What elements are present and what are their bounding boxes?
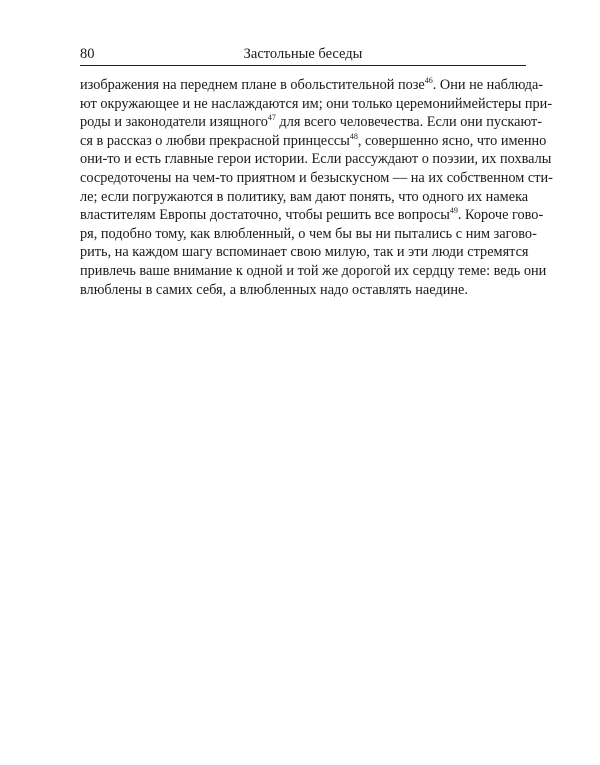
text-line: [80, 281, 526, 300]
text-line: [80, 262, 547, 281]
text-run: изображения на переднем плане в обольстительной позе: [80, 77, 425, 93]
text-line: [80, 225, 537, 244]
text-run: для всего человечества. Если они пускают-: [275, 114, 542, 131]
text-line: [80, 76, 544, 95]
text-line: [80, 188, 529, 207]
text-run: властителям Европы достаточно, чтобы решить все вопросы: [80, 207, 450, 224]
text-line: [80, 150, 552, 169]
text-run: рить, на каждом шагу вспоминает свою милую, так и эти люди стремятся: [80, 244, 529, 261]
text-run: . Короче гово-: [457, 207, 544, 224]
text-run: роды и законодатели изящного: [80, 114, 268, 131]
text-run: они-то и есть главные герои истории. Если рассуждают о поэзии, их похвалы: [80, 151, 552, 168]
text-run: ют окружающее и не наслаждаются им; они только церемониймейстеры при-: [80, 95, 553, 112]
body-paragraph: [80, 76, 553, 299]
text-line: [80, 131, 547, 151]
text-line: [80, 169, 553, 188]
text-run: влюблены в самих себя, а влюбленных надо оставлять наедине.: [80, 281, 468, 298]
header-rule: [80, 65, 526, 66]
text-line: [80, 113, 542, 132]
text-line: [80, 243, 529, 262]
text-run: сосредоточены на чем-то приятном и безыскусном — на их собственном сти-: [80, 169, 553, 186]
text-run: ря, подобно тому, как влюбленный, о чем бы вы ни пытались с ним загово-: [80, 225, 537, 242]
footnote-marker: 48: [349, 131, 358, 141]
text-line: [80, 206, 544, 225]
text-run: , совершенно ясно, что именно: [357, 132, 547, 149]
running-head: [80, 44, 526, 64]
text-run: . Они не наблюда-: [432, 77, 544, 93]
page-number: 80: [80, 46, 95, 62]
text-run: ле; если погружаются в политику, вам дают понять, что одного их намека: [80, 188, 529, 205]
text-run: ся в рассказ о любви прекрасной принцессы: [80, 132, 350, 149]
text-line: [80, 95, 553, 114]
book-page: [80, 44, 553, 299]
text-run: привлечь ваше внимание к одной и той же дорогой их сердцу теме: ведь они: [80, 262, 547, 279]
running-title: Застольные беседы: [243, 46, 363, 62]
footnote-marker: 49: [449, 206, 458, 216]
footnote-marker: 46: [424, 76, 433, 85]
footnote-marker: 47: [267, 113, 276, 123]
